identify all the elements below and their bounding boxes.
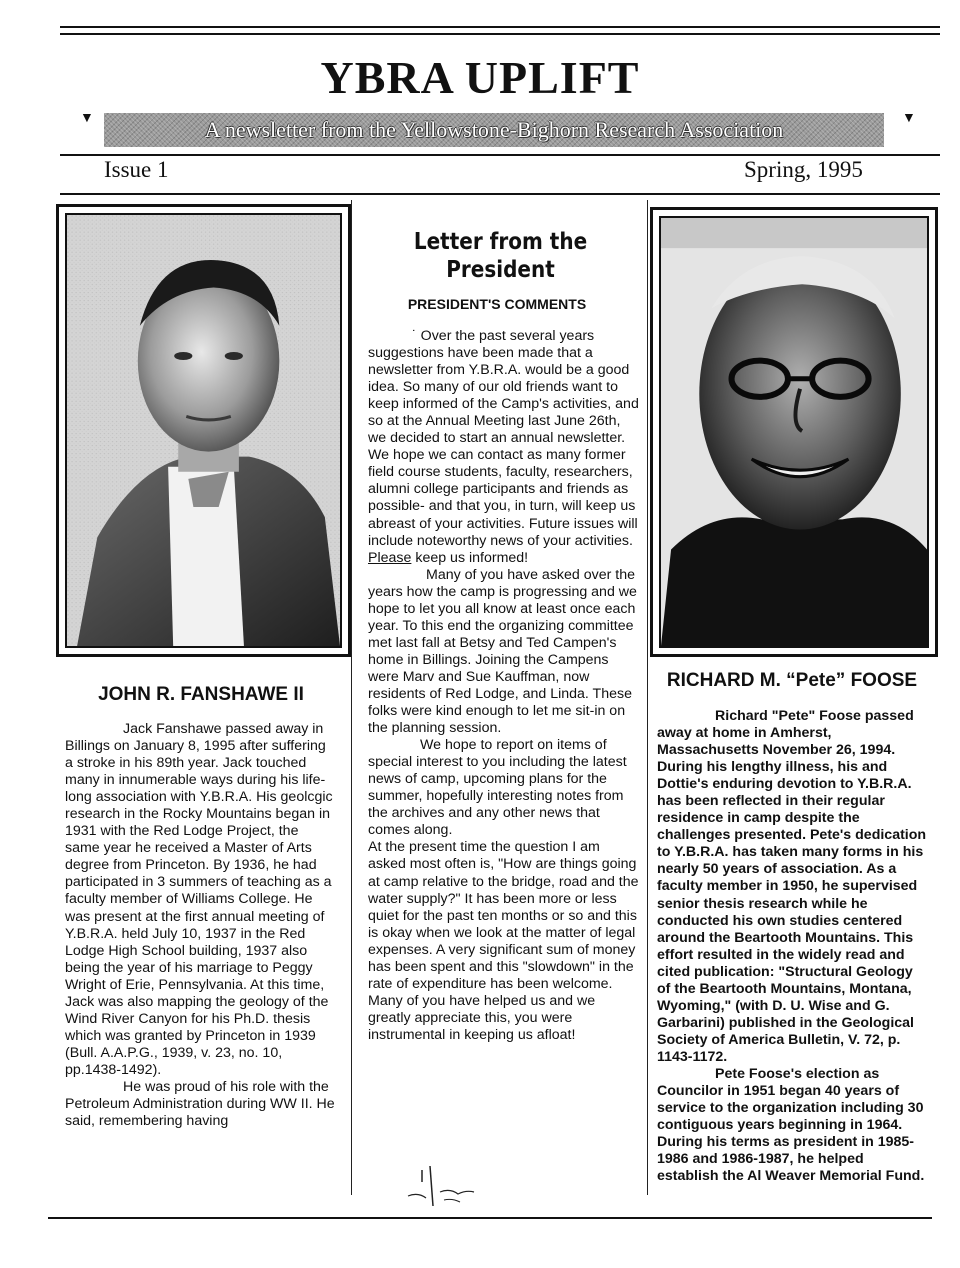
fanshawe-photo-frame [56, 204, 351, 657]
letter-paragraph-4: We hope to report on items of special interest to you including the latest news of camp, upcoming plans for the summer, hopefully interesting notes from the archives and any other news that comes along. [368, 737, 627, 839]
newsletter-title: YBRA UPLIFT [320, 52, 640, 103]
masthead-rule-upper [60, 154, 940, 156]
foose-photo [659, 216, 929, 648]
president-signature [400, 1162, 480, 1212]
foose-photo-frame [650, 207, 938, 657]
letter-paragraph-5: At the present time the question I am asked most often is, "How are things going at camp relative to the bridge, road and the water supply?" It has been more or less quiet for the past ten months or so and this is okay when we look at the matter of legal expenses. A very significant sum of money has been spent and this "slowdown" in the rate of expenditure has been welcome. Many of you have helped us and we greatly appreciate this, you were instrumental in keeping us afloat! [368, 839, 639, 1043]
subtitle-banner [104, 113, 884, 147]
foose-paragraph-2: Pete Foose's election as Councilor in 1951 began 40 years of service to the organization including 30 contiguous years beginning in 1964. During his terms as president in 1985-1986 and 1986-1987, he helped establish the Al Weaver Memorial Fund. [657, 1065, 925, 1185]
foose-paragraph-1: Richard "Pete" Foose passed away at home in Amherst, Massachusetts November 26, 1994. During his lengthy illness, his and Dottie's enduring devotion to Y.B.R.A. has been reflected in their regular residence in camp despite the challenges presented. Pete's dedication to Y.B.R.A. has taken many forms in his nearly 50 years of association. As a faculty member in 1950, he supervised senior thesis research while he conducted his own studies centered around the Beartooth Mountains. This effort resulted in the widely read and cited publication: "Structural Geology of the Beartooth Mountains, Montana, Wyoming," (with D. U. Wise and G. Garbarini) published in the Geological Society of America Bulletin, V. 72, p. 1143-1172. [657, 708, 927, 1065]
bullet-mark: ˙ [412, 328, 421, 344]
top-double-rule-2 [60, 33, 940, 35]
letter-title: Letter from the President [413, 227, 588, 283]
foose-article [657, 708, 927, 1185]
letter-paragraph-2: We hope we can contact as many former field course students, faculty, researchers, alumni college participants and friends as possible- and that you, in turn, will keep us abreast of your activities. Future issues will include noteworthy news of your activities. Please keep us informed! [368, 447, 638, 566]
letter-paragraph-1: ˙ Over the past several years suggestions have been made that a newsletter from Y.B.R.A. would be a good idea. So many of our old friends want to keep informed of the Camp's activities, and so at the Annual Meeting last June 26th, we decided to start an annual newsletter. [368, 328, 639, 447]
fanshawe-paragraph-1: Jack Fanshawe passed away in Billings on January 8, 1995 after suffering a stroke in his 89th year. Jack touched many in innumerable ways during his life-long association with Y.B.R.A. His geolcgic research in the Rocky Mountains began in 1931 with the Red Lodge Project, the same year he received a Master of Arts degree from Princeton. By 1936, he had participated in 3 summers of teaching as a faculty member of Williams College. He was present at the first annual meeting of Y.B.R.A. held July 10, 1937 in the Red Lodge High School building, 1937 also being the year of his marriage to Peggy Wright of Erie, Pennsylvania. At this time, Jack was also mapping the geology of the Wind River Canyon for his Ph.D. thesis which was granted by Princeton in 1939 (Bull. A.A.P.G., 1939, v. 23, no. 10, pp.1438-1492). [65, 721, 333, 1078]
foose-headline: RICHARD M. “Pete” FOOSE [666, 670, 918, 691]
president-letter [368, 328, 640, 1044]
column-divider-left [351, 200, 352, 1195]
foose-portrait-image [661, 218, 927, 646]
issue-season: Spring, 1995 [744, 157, 863, 182]
left-arrow-icon: ▼ [80, 109, 94, 125]
right-arrow-icon: ▼ [902, 109, 916, 125]
masthead-rule-lower [60, 193, 940, 195]
fanshawe-article [65, 721, 337, 1130]
bottom-rule [48, 1217, 932, 1219]
fanshawe-portrait-image [67, 215, 340, 646]
top-double-rule-1 [60, 26, 940, 28]
fanshawe-headline: JOHN R. FANSHAWE II [98, 684, 304, 705]
fanshawe-paragraph-2: He was proud of his role with the Petroleum Administration during WW II. He said, remembering having [65, 1078, 335, 1130]
letter-paragraph-3: Many of you have asked over the years how the camp is progressing and we hope to let you all know at least once each year. To this end the organizing committee met last fall at Betsy and Ted Campen's home in Billings. Joining the Campens were Marv and Sue Kauffman, now residents of Red Lodge, and Linda. These folks were kind enough to let me sit-in on the planning session. [368, 566, 637, 737]
newsletter-subtitle: A newsletter from the Yellowstone-Bighorn Research Association [204, 117, 784, 142]
please-underlined: Please [368, 549, 412, 566]
column-divider-right [647, 200, 648, 1195]
presidents-comments-subhead: PRESIDENT'S COMMENTS [407, 296, 587, 312]
fanshawe-photo [65, 213, 342, 648]
issue-number: Issue 1 [104, 157, 169, 182]
